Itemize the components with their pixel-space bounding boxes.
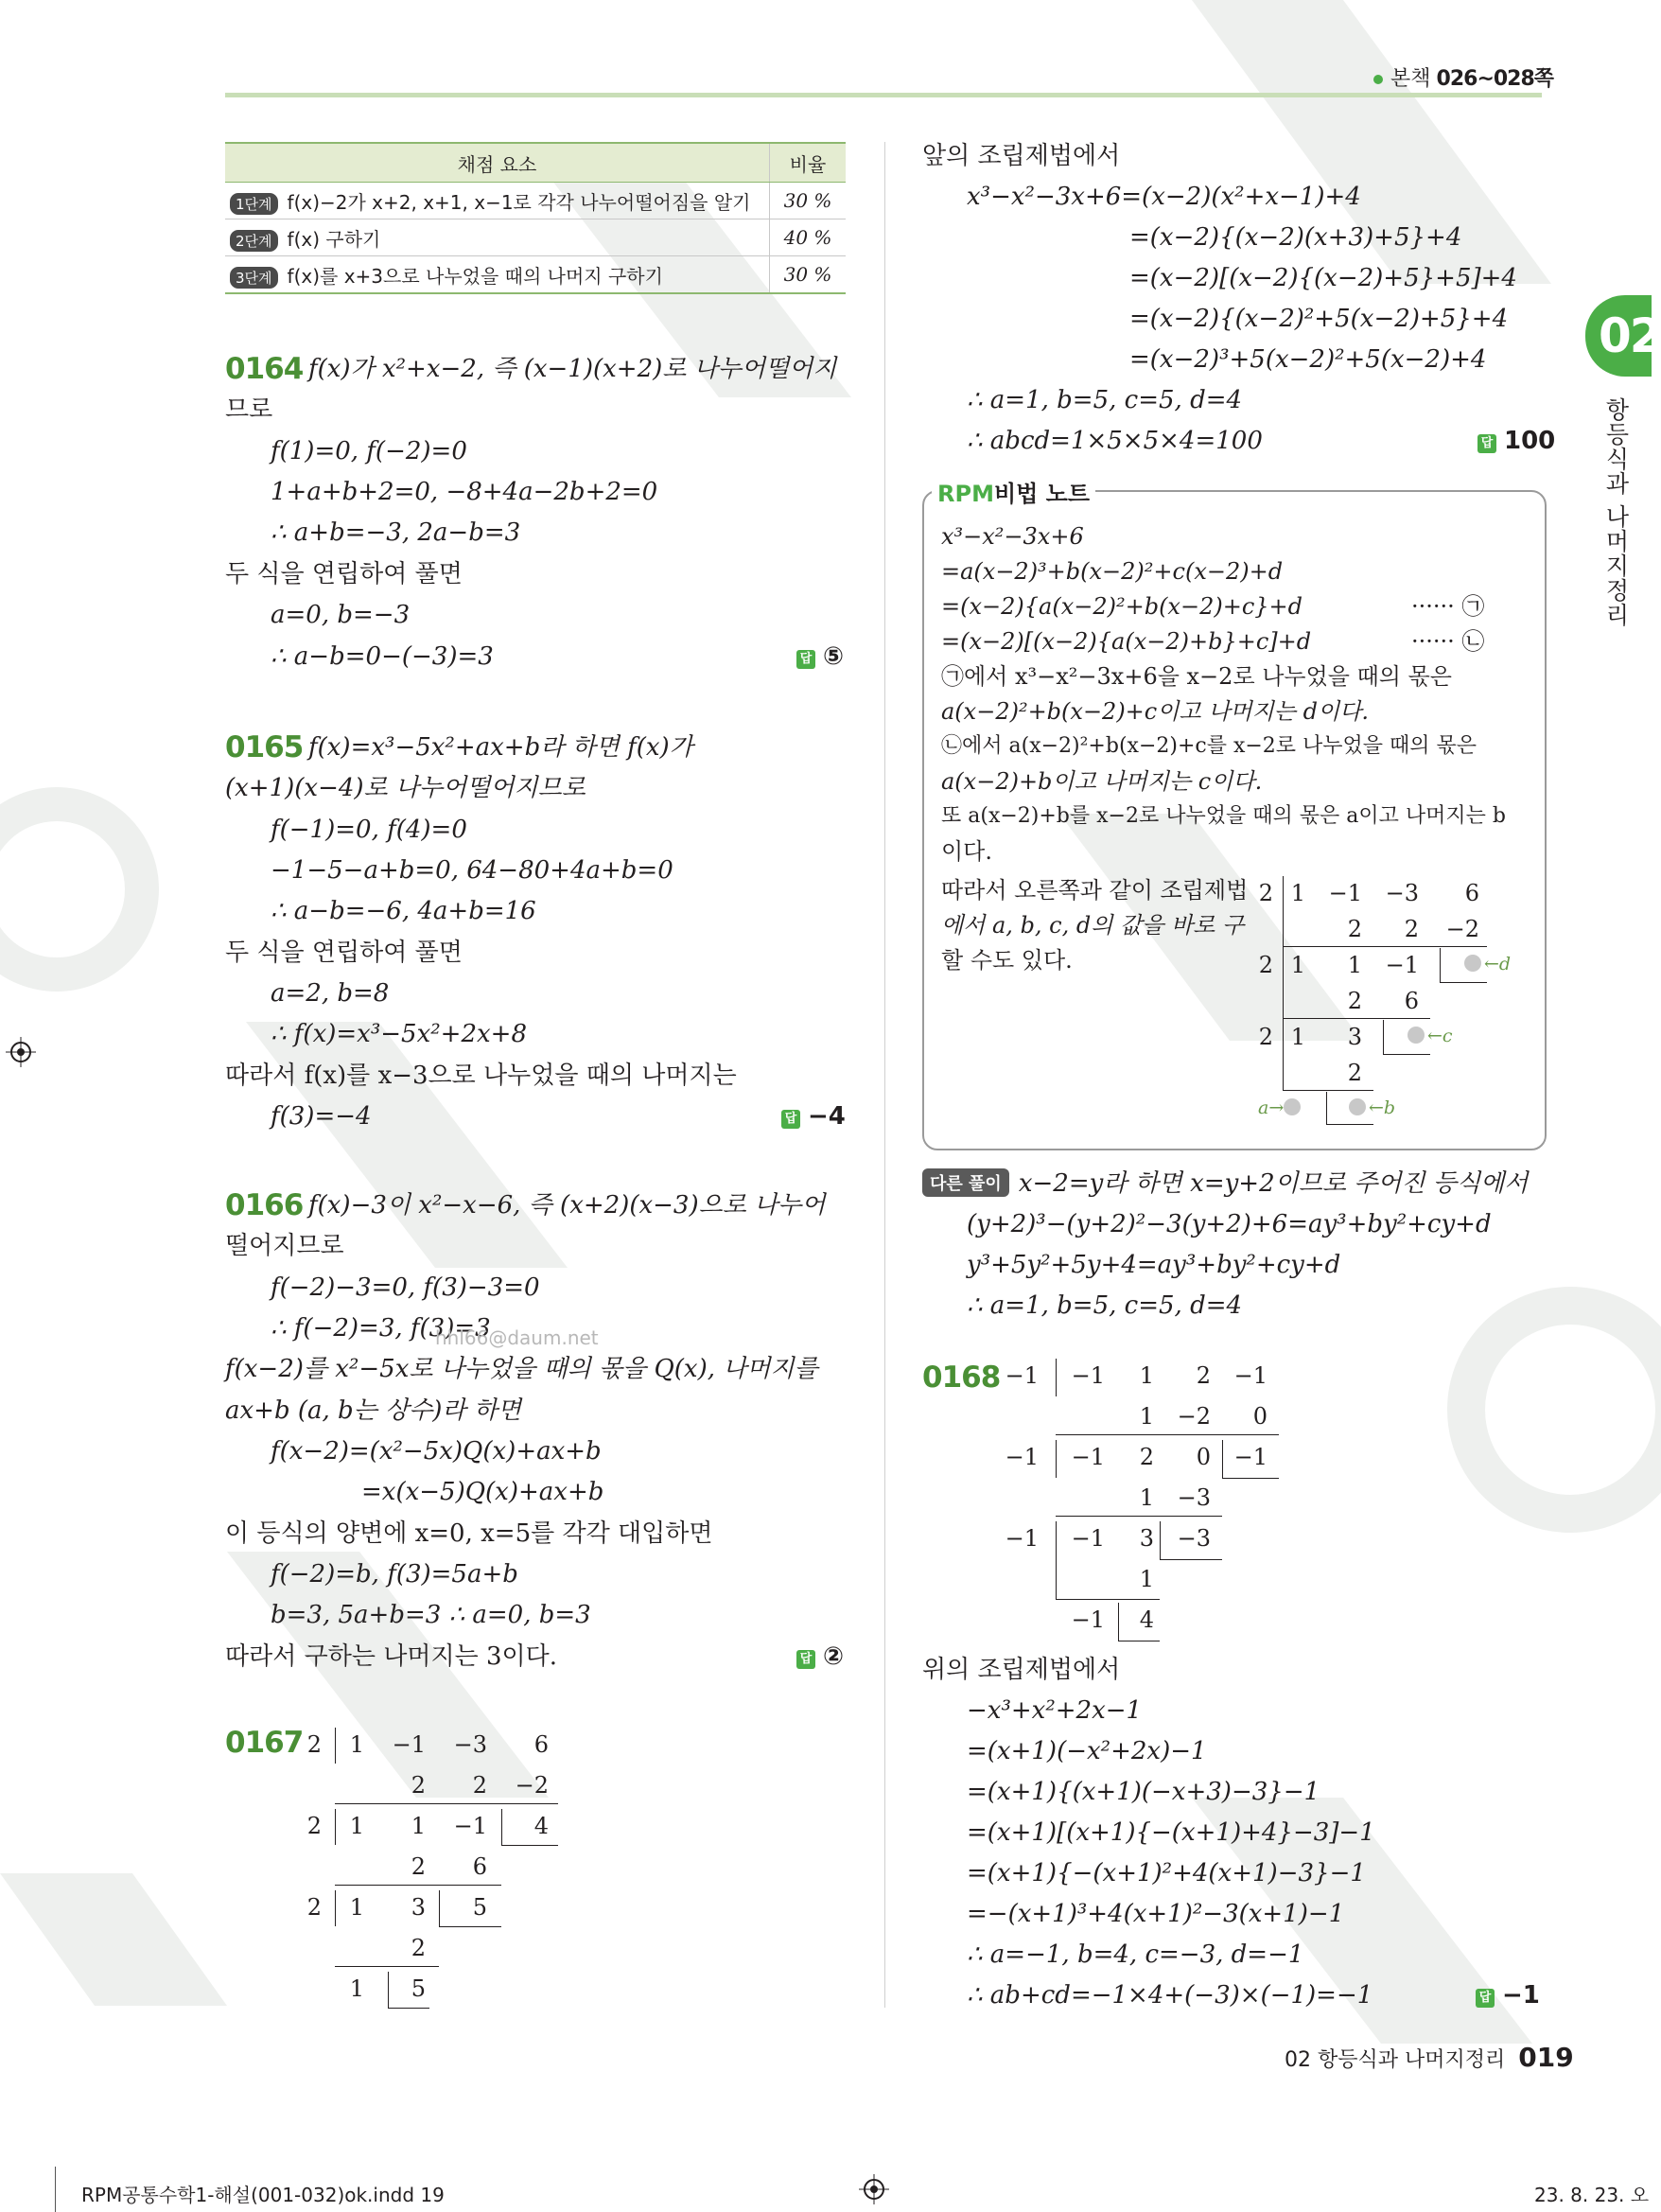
coef-cell: −1 [1385, 952, 1419, 978]
coef-cell: 2 [411, 1935, 426, 1961]
answer-badge: 답 [796, 650, 815, 669]
coef-cell: −1 [1071, 1525, 1105, 1552]
coef-cell: 6 [1464, 880, 1479, 906]
stage-badge: 1단계 [230, 193, 278, 215]
solution-line: ∴ a+b=−3, 2a−b=3 [271, 518, 521, 547]
solution-line: =(x−2)[(x−2){(x−2)+5}+5]+4 [1129, 264, 1517, 292]
divisor: 2 [1258, 952, 1273, 978]
answer-value: −1 [1502, 1981, 1540, 2010]
solution-line: a=2, b=8 [271, 979, 390, 1008]
d-label: ←d [1464, 954, 1511, 974]
coef-cell: 1 [349, 1813, 364, 1839]
chapter-tab: 02 [1585, 295, 1652, 377]
solution-line: −x³+x²+2x−1 [967, 1696, 1143, 1725]
solution-line: 므로 [225, 395, 273, 424]
registration-mark-icon [859, 2174, 889, 2204]
coef-cell: 3 [1139, 1525, 1154, 1552]
solution-line: 앞의 조립제법에서 [922, 142, 1121, 170]
answer-value: −4 [808, 1102, 846, 1131]
alt-solution-line: ∴ a=1, b=5, c=5, d=4 [967, 1291, 1243, 1320]
divisor: 2 [1258, 880, 1273, 906]
coef-cell: −1 [392, 1731, 426, 1758]
solution-line: f(1)=0, f(−2)=0 [271, 437, 467, 465]
note-line: 할 수도 있다. [941, 947, 1073, 974]
answer-0165 [781, 1100, 846, 1132]
answer-badge: 답 [796, 1650, 815, 1669]
coef-cell: 2 [1139, 1444, 1154, 1470]
table-row [225, 219, 846, 256]
solution-line: f(x)−3이 x²−x−6, 즉 (x+2)(x−3)으로 나누어 [308, 1191, 826, 1220]
solution-line: =−(x+1)³+4(x+1)²−3(x+1)−1 [967, 1900, 1345, 1928]
coef-cell: 6 [472, 1853, 487, 1880]
page-number [1285, 2042, 1574, 2073]
coef-cell: −1 [1071, 1606, 1105, 1633]
answer-0166 [796, 1641, 844, 1673]
divisor: 2 [1258, 1024, 1273, 1050]
crop-mark [55, 2167, 56, 2212]
alt-solution-line: 다른 풀이 x−2=y라 하면 x=y+2이므로 주어진 등식에서 [922, 1167, 1528, 1200]
coef-cell: 0 [1196, 1444, 1211, 1470]
answer-value: 100 [1504, 427, 1556, 455]
note-line: x³−x²−3x+6 [941, 523, 1084, 550]
solution-line: ∴ f(x)=x³−5x²+2x+8 [271, 1020, 527, 1048]
solution-line: f(−2)=b, f(3)=5a+b [271, 1560, 518, 1589]
solution-line: f(x−2)=(x²−5x)Q(x)+ax+b [271, 1437, 602, 1466]
page-range: 026~028쪽 [1436, 67, 1554, 91]
stage-badge: 3단계 [230, 267, 278, 289]
solution-line: =(x+1)(−x²+2x)−1 [967, 1737, 1207, 1765]
coef-cell: −2 [1445, 916, 1479, 942]
remainder-cell: 5 [411, 1975, 426, 2002]
remainder-cell: −1 [1233, 1444, 1268, 1470]
chapter-name: 02 항등식과 나머지정리 [1285, 2048, 1506, 2072]
solution-line: f(x)가 x²+x−2, 즉 (x−1)(x+2)로 나누어떨어지 [308, 355, 837, 383]
coef-cell: −3 [453, 1731, 487, 1758]
coef-cell: 1 [1139, 1566, 1154, 1592]
coef-cell: 1 [349, 1731, 364, 1758]
coef-cell: 2 [411, 1772, 426, 1799]
solution-line: b=3, 5a+b=3 ∴ a=0, b=3 [271, 1601, 591, 1629]
note-line: a(x−2)²+b(x−2)+c이고 나머지는 d이다. [941, 698, 1369, 725]
answer-badge: 답 [1476, 1989, 1495, 2008]
divisor: −1 [1005, 1525, 1039, 1552]
coef-cell: −1 [1071, 1444, 1105, 1470]
solution-line: (x+1)(x−4)로 나누어떨어지므로 [225, 774, 586, 802]
bullet-icon [1373, 75, 1383, 84]
coef-cell: 1 [1290, 952, 1305, 978]
note-line: =(x−2)[(x−2){a(x−2)+b}+c]+d [941, 628, 1312, 655]
answer-value: ② [823, 1642, 845, 1671]
book-label: 본책 [1390, 67, 1431, 91]
coef-cell: −1 [1071, 1362, 1105, 1389]
slug-filename: RPM공통수학1-해설(001-032)ok.indd 19 [81, 2184, 445, 2206]
divisor: 2 [306, 1813, 322, 1839]
solution-line: ax+b (a, b는 상수)라 하면 [225, 1396, 522, 1425]
coef-cell: 2 [411, 1853, 426, 1880]
coef-cell: 2 [1347, 988, 1362, 1014]
remainder-cell: 5 [472, 1894, 487, 1921]
scoring-table [225, 142, 846, 294]
coef-cell: −1 [1328, 880, 1362, 906]
problem-number-0164: 0164 [225, 352, 304, 386]
solution-line: ∴ a−b=0−(−3)=3 [271, 642, 494, 671]
page-number-value: 019 [1518, 2042, 1574, 2073]
solution-line: f(3)=−4 [271, 1102, 372, 1131]
answer-0164 [796, 641, 844, 673]
solution-line: =(x+1){−(x+1)²+4(x+1)−3}−1 [967, 1859, 1366, 1887]
blank-circle-icon [1464, 955, 1481, 972]
solution-line: 따라서 구하는 나머지는 3이다. [225, 1642, 557, 1671]
blank-circle-icon [1407, 1027, 1425, 1044]
criteria-text: f(x)−2가 x+2, x+1, x−1로 각각 나누어떨어짐을 알기 [287, 190, 751, 214]
remainder-cell: −3 [1177, 1525, 1211, 1552]
coef-cell: 1 [1347, 952, 1362, 978]
table-row [225, 183, 846, 219]
coef-cell: 1 [1290, 880, 1305, 906]
registration-mark-icon [6, 1037, 36, 1067]
divisor: −1 [1005, 1444, 1039, 1470]
coef-cell: −3 [1177, 1484, 1211, 1511]
table-row [225, 256, 846, 294]
coef-cell: −1 [453, 1813, 487, 1839]
a-label: a→ [1258, 1097, 1303, 1118]
answer-0168 [1476, 1979, 1540, 2011]
rpm-note-label: RPM비법 노트 [932, 475, 1095, 508]
ratio-cell: 30 % [770, 256, 847, 294]
solution-line: f(x−2)를 x²−5x로 나누었을 때의 몫을 Q(x), 나머지를 [225, 1355, 818, 1383]
solution-line: =(x−2){(x−2)²+5(x−2)+5}+4 [1129, 305, 1509, 333]
note-line: 에서 a, b, c, d의 값을 바로 구 [941, 912, 1245, 939]
solution-line: =(x+1)[(x+1){−(x+1)+4}−3]−1 [967, 1818, 1375, 1847]
coef-cell: −1 [1233, 1362, 1268, 1389]
solution-line: 두 식을 연립하여 풀면 [225, 939, 463, 967]
coef-cell: −3 [1385, 880, 1419, 906]
solution-line: ∴ a=−1, b=4, c=−3, d=−1 [967, 1940, 1304, 1969]
page-header [1373, 62, 1553, 92]
answer-value: ⑤ [823, 642, 845, 671]
ratio-cell: 40 % [770, 219, 847, 256]
note-line: 또 a(x−2)+b를 x−2로 나누었을 때의 몫은 a이고 나머지는 b [941, 804, 1506, 828]
coef-cell: 2 [1347, 1060, 1362, 1086]
solution-line: =x(x−5)Q(x)+ax+b [361, 1478, 604, 1506]
alt-solution-badge: 다른 풀이 [922, 1168, 1009, 1197]
solution-line: −1−5−a+b=0, 64−80+4a+b=0 [271, 856, 673, 885]
answer-badge: 답 [1477, 434, 1496, 453]
solution-line: 1+a+b+2=0, −8+4a−2b+2=0 [271, 478, 658, 506]
note-tag: ······ ㉠ [1411, 593, 1485, 620]
divisor: 2 [306, 1894, 322, 1921]
slug-date: 23. 8. 23. 오 [1534, 2184, 1650, 2206]
coef-cell: 3 [411, 1894, 426, 1921]
coef-cell: 6 [1404, 988, 1419, 1014]
note-line: =(x−2){a(x−2)²+b(x−2)+c}+d [941, 593, 1303, 620]
solution-line: a=0, b=−3 [271, 601, 411, 629]
coef-cell: 2 [1347, 916, 1362, 942]
coef-cell: −2 [1177, 1403, 1211, 1430]
note-line: =a(x−2)³+b(x−2)²+c(x−2)+d [941, 558, 1284, 585]
blank-circle-icon [1349, 1098, 1366, 1115]
answer-0167 [1477, 425, 1555, 457]
coef-cell: 2 [1196, 1362, 1211, 1389]
alt-solution-line: y³+5y²+5y+4=ay³+by²+cy+d [967, 1251, 1341, 1279]
note-line: ㉡에서 a(x−2)²+b(x−2)+c를 x−2로 나누었을 때의 몫은 [941, 734, 1477, 758]
chapter-side-title: 항등식과 나머지정리 [1602, 397, 1630, 627]
criteria-text: f(x)를 x+3으로 나누었을 때의 나머지 구하기 [287, 264, 663, 288]
solution-line: =(x−2){(x−2)(x+3)+5}+4 [1129, 223, 1462, 252]
divisor: −1 [1005, 1362, 1039, 1389]
solution-line: 위의 조립제법에서 [922, 1656, 1121, 1684]
table-header-row [225, 143, 846, 183]
coef-cell: 2 [472, 1772, 487, 1799]
note-line: ㉠에서 x³−x²−3x+6을 x−2로 나누었을 때의 몫은 [941, 663, 1452, 690]
solution-line: 두 식을 연립하여 풀면 [225, 560, 463, 588]
problem-number-0168: 0168 [922, 1361, 1001, 1395]
problem-number-0165: 0165 [225, 730, 304, 764]
note-tag: ······ ㉡ [1411, 628, 1485, 655]
column-divider [884, 142, 885, 2008]
coef-cell: 0 [1252, 1403, 1268, 1430]
coef-cell: 1 [349, 1975, 364, 2002]
table-header-criteria: 채점 요소 [225, 143, 770, 183]
solution-line: f(−2)−3=0, f(3)−3=0 [271, 1273, 540, 1302]
solution-line: 따라서 f(x)를 x−3으로 나누었을 때의 나머지는 [225, 1062, 737, 1090]
solution-line: ∴ f(−2)=3, f(3)=3 [271, 1314, 491, 1343]
solution-line: ∴ a−b=−6, 4a+b=16 [271, 897, 536, 925]
watermark-email: hhl66@daum.net [435, 1326, 599, 1349]
solution-line: ∴ ab+cd=−1×4+(−3)×(−1)=−1 [967, 1981, 1373, 2010]
coef-cell: 1 [1290, 1024, 1305, 1050]
solution-line: x³−x²−3x+6=(x−2)(x²+x−1)+4 [967, 183, 1361, 211]
solution-line: ∴ a=1, b=5, c=5, d=4 [967, 386, 1243, 414]
c-label: ←c [1407, 1026, 1453, 1046]
divisor: 2 [306, 1731, 322, 1758]
coef-cell: 2 [1404, 916, 1419, 942]
solution-line: f(−1)=0, f(4)=0 [271, 816, 467, 844]
solution-line: ∴ abcd=1×5×5×4=100 [967, 427, 1263, 455]
alt-solution-line: (y+2)³−(y+2)²−3(y+2)+6=ay³+by²+cy+d [967, 1210, 1492, 1238]
problem-number-0167: 0167 [225, 1726, 304, 1760]
table-header-ratio: 비율 [770, 143, 847, 183]
remainder-cell: 4 [533, 1813, 549, 1839]
stage-badge: 2단계 [230, 230, 278, 252]
solution-line: 이 등식의 양변에 x=0, x=5를 각각 대입하면 [225, 1519, 713, 1548]
criteria-text: f(x) 구하기 [287, 227, 381, 251]
solution-line: f(x)=x³−5x²+ax+b라 하면 f(x)가 [308, 733, 693, 762]
coef-cell: 1 [1139, 1484, 1154, 1511]
note-line: 따라서 오른쪽과 같이 조립제법 [941, 877, 1249, 904]
header-rule [225, 93, 1542, 97]
coef-cell: 1 [349, 1894, 364, 1921]
coef-cell: 1 [411, 1813, 426, 1839]
note-line: a(x−2)+b이고 나머지는 c이다. [941, 768, 1263, 795]
coef-cell: 1 [1139, 1403, 1154, 1430]
coef-cell: −2 [515, 1772, 549, 1799]
note-line: 이다. [941, 838, 992, 865]
solution-line: =(x+1){(x+1)(−x+3)−3}−1 [967, 1778, 1320, 1806]
remainder-cell: 4 [1139, 1606, 1154, 1633]
b-label: ←b [1349, 1097, 1395, 1118]
problem-number-0166: 0166 [225, 1188, 304, 1222]
solution-line: =(x−2)³+5(x−2)²+5(x−2)+4 [1129, 345, 1487, 374]
blank-circle-icon [1284, 1098, 1301, 1115]
ratio-cell: 30 % [770, 183, 847, 219]
coef-cell: 1 [1139, 1362, 1154, 1389]
answer-badge: 답 [781, 1110, 800, 1129]
coef-cell: 3 [1347, 1024, 1362, 1050]
solution-line: 떨어지므로 [225, 1232, 344, 1260]
coef-cell: 6 [533, 1731, 549, 1758]
